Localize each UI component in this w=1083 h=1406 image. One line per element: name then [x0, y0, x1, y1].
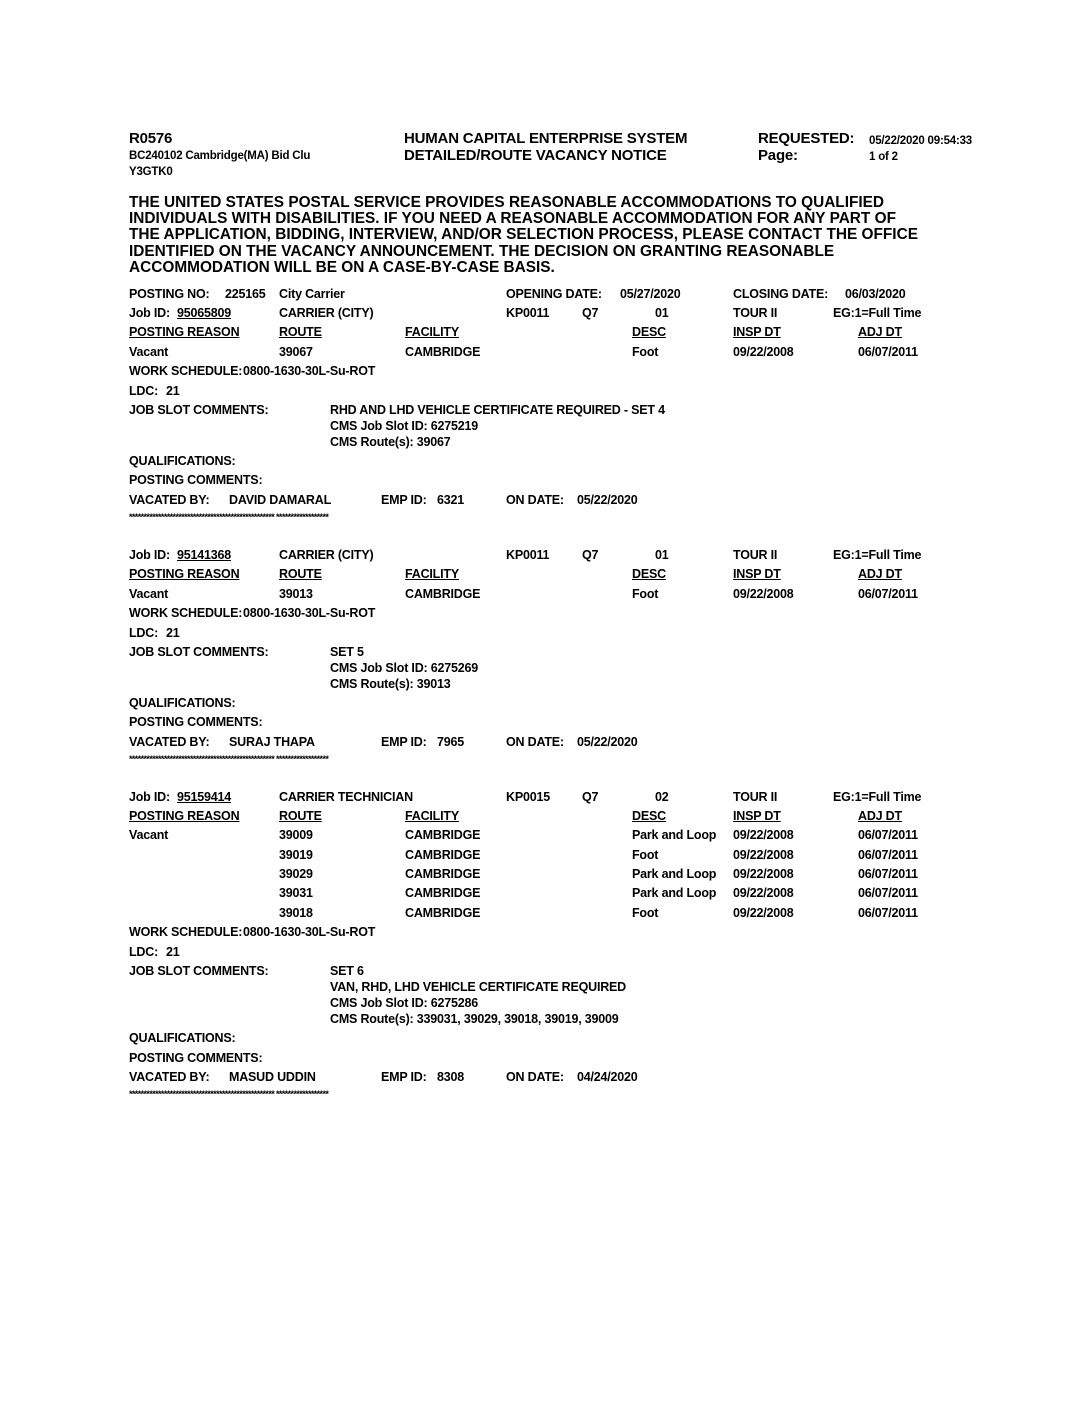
page-label: Page:	[758, 147, 798, 164]
adj-dt-header: ADJ DT	[858, 325, 902, 339]
kp-code: KP0015	[506, 790, 550, 804]
route-desc: Foot	[632, 345, 659, 359]
vacated-by-label: VACATED BY:	[129, 493, 210, 507]
ldc-label: LDC:	[129, 384, 159, 398]
adj-date: 06/07/2011	[858, 828, 918, 842]
facility: CAMBRIDGE	[405, 848, 481, 862]
notice-line: INDIVIDUALS WITH DISABILITIES. IF YOU NEED A REASONABLE ACCOMMODATION FOR ANY PART OF	[129, 210, 896, 228]
facility-header: FACILITY	[405, 567, 459, 581]
requested-label: REQUESTED:	[758, 130, 855, 147]
unit-code: Y3GTK0	[129, 166, 173, 178]
insp-date: 09/22/2008	[733, 906, 794, 920]
vacated-by-name: DAVID DAMARAL	[229, 493, 332, 507]
adj-date: 06/07/2011	[858, 906, 918, 920]
facility: CAMBRIDGE	[405, 587, 481, 601]
insp-date: 09/22/2008	[733, 828, 794, 842]
job-slot-comment: CMS Job Slot ID: 6275269	[330, 661, 479, 675]
desc-header: DESC	[632, 809, 666, 823]
insp-dt-header: INSP DT	[733, 567, 781, 581]
facility: CAMBRIDGE	[405, 886, 481, 900]
work-schedule: 0800-1630-30L-Su-ROT	[243, 364, 376, 378]
posting-reason: Vacant	[129, 828, 169, 842]
insp-dt-header: INSP DT	[733, 325, 781, 339]
employment-group: EG:1=Full Time	[833, 306, 922, 320]
unit-name: BC240102 Cambridge(MA) Bid Clu	[129, 150, 311, 162]
job-slot-comment: RHD AND LHD VEHICLE CERTIFICATE REQUIRED - SET 4	[330, 403, 665, 417]
insp-date: 09/22/2008	[733, 587, 794, 601]
closing-date-label: CLOSING DATE:	[733, 287, 829, 301]
requested-value: 05/22/2020 09:54:33	[869, 135, 972, 147]
vacated-by-label: VACATED BY:	[129, 1070, 210, 1084]
posting-reason: Vacant	[129, 587, 169, 601]
route-desc: Foot	[632, 587, 659, 601]
route-number: 39031	[279, 886, 313, 900]
route-number: 39029	[279, 867, 313, 881]
vacated-by-name: SURAJ THAPA	[229, 735, 315, 749]
page-number: 1 of 2	[869, 151, 898, 163]
report-id: R0576	[129, 130, 173, 147]
job-slot-comment: CMS Job Slot ID: 6275286	[330, 996, 479, 1010]
kp-code: KP0011	[506, 306, 550, 320]
posting-reason: Vacant	[129, 345, 169, 359]
on-date-label: ON DATE:	[506, 493, 564, 507]
opening-date-value: 05/27/2020	[620, 287, 681, 301]
separator: ************************************************** ******************	[129, 512, 329, 522]
ldc-value: 21	[166, 945, 180, 959]
route-number: 39019	[279, 848, 313, 862]
ldc-value: 21	[166, 384, 180, 398]
facility-header: FACILITY	[405, 325, 459, 339]
job-id-label: Job ID:	[129, 548, 170, 562]
route-desc: Foot	[632, 848, 659, 862]
ldc-label: LDC:	[129, 626, 159, 640]
insp-dt-header: INSP DT	[733, 809, 781, 823]
posting-no-label: POSTING NO:	[129, 287, 210, 301]
insp-date: 09/22/2008	[733, 867, 794, 881]
adj-date: 06/07/2011	[858, 587, 918, 601]
route-desc: Foot	[632, 906, 659, 920]
work-schedule-label: WORK SCHEDULE:	[129, 364, 243, 378]
accommodation-notice	[129, 195, 979, 276]
kp-code: KP0011	[506, 548, 550, 562]
job-slot-comment: CMS Route(s): 39013	[330, 677, 451, 691]
adj-dt-header: ADJ DT	[858, 809, 902, 823]
work-schedule-label: WORK SCHEDULE:	[129, 925, 243, 939]
posting-comments-label: POSTING COMMENTS:	[129, 715, 263, 729]
adj-date: 06/07/2011	[858, 886, 918, 900]
ldc-label: LDC:	[129, 945, 159, 959]
work-schedule-label: WORK SCHEDULE:	[129, 606, 243, 620]
job-slot-comment: SET 6	[330, 964, 364, 978]
qualifications-label: QUALIFICATIONS:	[129, 696, 236, 710]
emp-id-label: EMP ID:	[381, 735, 427, 749]
job-slot-comment: VAN, RHD, LHD VEHICLE CERTIFICATE REQUIRED	[330, 980, 627, 994]
ldc-value: 21	[166, 626, 180, 640]
work-schedule: 0800-1630-30L-Su-ROT	[243, 925, 376, 939]
job-slot-comment: CMS Route(s): 39067	[330, 435, 451, 449]
posting-reason-header: POSTING REASON	[129, 809, 240, 823]
notice-line: THE UNITED STATES POSTAL SERVICE PROVIDES REASONABLE ACCOMMODATIONS TO QUALIFIED	[129, 194, 885, 211]
facility: CAMBRIDGE	[405, 906, 481, 920]
facility: CAMBRIDGE	[405, 345, 481, 359]
job-title: CARRIER (CITY)	[279, 548, 374, 562]
route-number: 39018	[279, 906, 313, 920]
posting-no-value: 225165	[225, 287, 266, 301]
job-slot-comment: CMS Route(s): 339031, 39029, 39018, 39019, 39009	[330, 1012, 619, 1026]
notice-title: DETAILED/ROUTE VACANCY NOTICE	[404, 147, 667, 164]
emp-id-value: 7965	[437, 735, 465, 749]
adj-dt-header: ADJ DT	[858, 567, 902, 581]
posting-comments-label: POSTING COMMENTS:	[129, 473, 263, 487]
on-date-value: 05/22/2020	[577, 735, 638, 749]
adj-date: 06/07/2011	[858, 345, 918, 359]
route-desc: Park and Loop	[632, 867, 717, 881]
vacated-by-name: MASUD UDDIN	[229, 1070, 316, 1084]
facility-header: FACILITY	[405, 809, 459, 823]
job-slot-comments-label: JOB SLOT COMMENTS:	[129, 645, 269, 659]
on-date-label: ON DATE:	[506, 735, 564, 749]
job-title: CARRIER (CITY)	[279, 306, 374, 320]
qualifications-label: QUALIFICATIONS:	[129, 1031, 236, 1045]
route-header: ROUTE	[279, 325, 322, 339]
job-slot-comment: SET 5	[330, 645, 364, 659]
route-number: 39067	[279, 345, 313, 359]
insp-date: 09/22/2008	[733, 886, 794, 900]
emp-id-value: 6321	[437, 493, 465, 507]
emp-id-label: EMP ID:	[381, 493, 427, 507]
vacated-by-label: VACATED BY:	[129, 735, 210, 749]
on-date-value: 04/24/2020	[577, 1070, 638, 1084]
job-id-label: Job ID:	[129, 306, 170, 320]
notice-line: THE APPLICATION, BIDDING, INTERVIEW, AND/OR SELECTION PROCESS, PLEASE CONTACT THE OFFICE	[129, 226, 918, 244]
q-code: Q7	[582, 790, 599, 804]
notice-line: IDENTIFIED ON THE VACANCY ANNOUNCEMENT. THE DECISION ON GRANTING REASONABLE	[129, 242, 835, 260]
employment-group: EG:1=Full Time	[833, 548, 922, 562]
tour: TOUR II	[733, 306, 778, 320]
job-id-link[interactable]: 95065809	[177, 306, 232, 320]
insp-date: 09/22/2008	[733, 345, 794, 359]
desc-header: DESC	[632, 325, 666, 339]
route-number: 39013	[279, 587, 313, 601]
job-slot-comment: CMS Job Slot ID: 6275219	[330, 419, 479, 433]
separator: ************************************************** ******************	[129, 1089, 329, 1099]
posting-reason-header: POSTING REASON	[129, 567, 240, 581]
route-header: ROUTE	[279, 567, 322, 581]
facility: CAMBRIDGE	[405, 828, 481, 842]
tour: TOUR II	[733, 790, 778, 804]
level: 01	[655, 548, 669, 562]
route-desc: Park and Loop	[632, 828, 717, 842]
level: 01	[655, 306, 669, 320]
adj-date: 06/07/2011	[858, 848, 918, 862]
posting-reason-header: POSTING REASON	[129, 325, 240, 339]
route-desc: Park and Loop	[632, 886, 717, 900]
level: 02	[655, 790, 669, 804]
separator: ************************************************** ******************	[129, 754, 329, 764]
emp-id-value: 8308	[437, 1070, 465, 1084]
q-code: Q7	[582, 548, 599, 562]
closing-date-value: 06/03/2020	[845, 287, 906, 301]
work-schedule: 0800-1630-30L-Su-ROT	[243, 606, 376, 620]
adj-date: 06/07/2011	[858, 867, 918, 881]
on-date-label: ON DATE:	[506, 1070, 564, 1084]
employment-group: EG:1=Full Time	[833, 790, 922, 804]
emp-id-label: EMP ID:	[381, 1070, 427, 1084]
route-number: 39009	[279, 828, 313, 842]
posting-type: City Carrier	[279, 287, 345, 301]
on-date-value: 05/22/2020	[577, 493, 638, 507]
insp-date: 09/22/2008	[733, 848, 794, 862]
tour: TOUR II	[733, 548, 778, 562]
posting-comments-label: POSTING COMMENTS:	[129, 1051, 263, 1065]
qualifications-label: QUALIFICATIONS:	[129, 454, 236, 468]
opening-date-label: OPENING DATE:	[506, 287, 602, 301]
job-slot-comments-label: JOB SLOT COMMENTS:	[129, 964, 269, 978]
job-id-link[interactable]: 95159414	[177, 790, 232, 804]
route-header: ROUTE	[279, 809, 322, 823]
notice-line: ACCOMMODATION WILL BE ON A CASE-BY-CASE BASIS.	[129, 258, 555, 276]
q-code: Q7	[582, 306, 599, 320]
system-title: HUMAN CAPITAL ENTERPRISE SYSTEM	[404, 130, 688, 147]
job-title: CARRIER TECHNICIAN	[279, 790, 413, 804]
job-id-link[interactable]: 95141368	[177, 548, 232, 562]
desc-header: DESC	[632, 567, 666, 581]
facility: CAMBRIDGE	[405, 867, 481, 881]
job-id-label: Job ID:	[129, 790, 170, 804]
job-slot-comments-label: JOB SLOT COMMENTS:	[129, 403, 269, 417]
